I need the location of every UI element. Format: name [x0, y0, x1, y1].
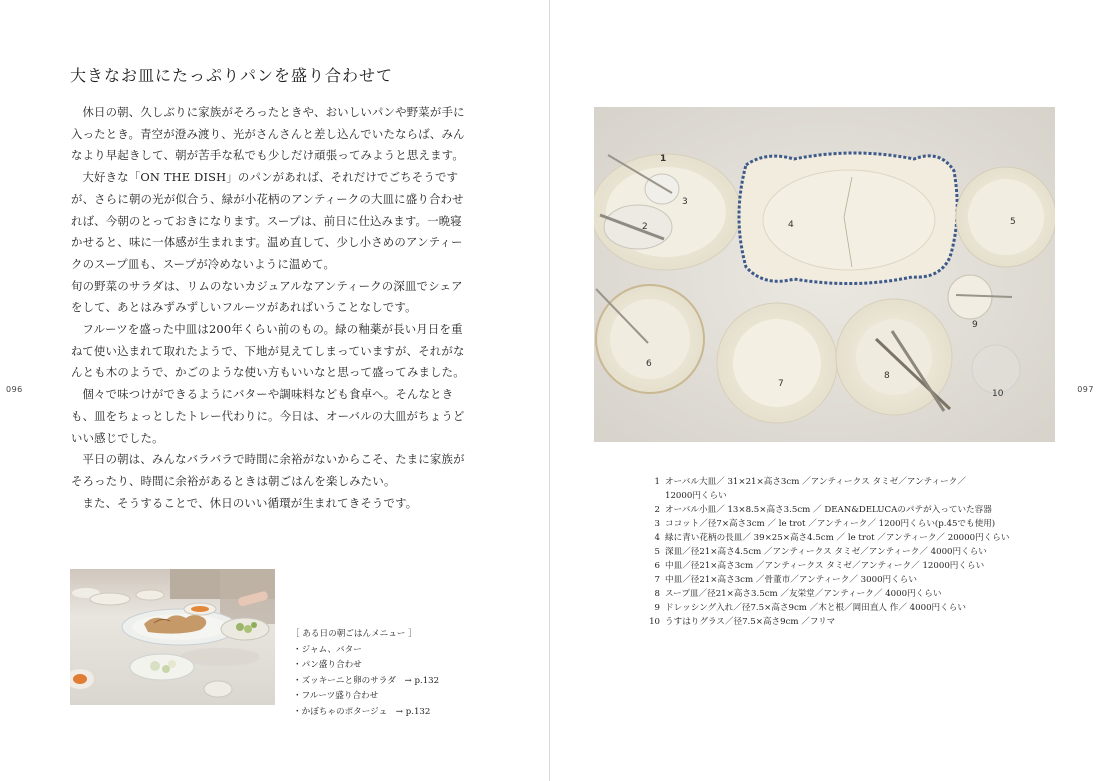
- caption-row: [648, 573, 1038, 587]
- breakfast-menu: [291, 627, 439, 721]
- paragraph: 大好きな「ON THE DISH」のパンがあれば、それだけでごちそうですが、さらに朝の光が似合う、緑が小花柄のアンティークの大皿に盛り合わせれば、今朝のとっておきになります。スープは、前日に仕込みます。一晩寝かせると、味に一体感が生まれます。温め直して、少し小さめのアンティークのスープ皿も、スープが冷めないように温めて。: [71, 170, 464, 271]
- paragraph: 個々で味つけができるようにバターや調味料なども食卓へ。そんなときも、皿をちょっとしたトレー代わりに。今日は、オーバルの大皿がちょうどいい感じでした。: [71, 387, 465, 445]
- dish-number-4: 4: [788, 220, 794, 230]
- paragraph: 平日の朝は、みんなバラバラで時間に余裕がないからこそ、たまに家族がそろったり、時間に余裕があるときは朝ごはんを楽しみたい。: [71, 452, 465, 488]
- caption-text: オーバル大皿／ 31×21×高さ3cm ／アンティークス タミゼ／アンティーク／: [665, 477, 966, 487]
- caption-number: 7: [654, 575, 660, 585]
- paragraph: 休日の朝、久しぶりに家族がそろったときや、おいしいパンや野菜が手に入ったとき。青空が澄み渡り、光がさんさんと差し込んでいたならば、みんなより早起きして、朝が苦手な私でも少しだけ頑張ってみようと思えます。: [71, 105, 465, 163]
- page-number-left: 096: [6, 385, 23, 394]
- breakfast-table-photo: [70, 569, 275, 705]
- page-number-right: 097: [1077, 385, 1094, 394]
- dishes-photo: [594, 107, 1055, 442]
- dish-number-7: 7: [778, 379, 784, 389]
- menu-item: ・パン盛り合わせ: [293, 660, 362, 671]
- dish-number-3: 3: [682, 197, 688, 207]
- paragraph: フルーツを盛った中皿は200年くらい前のもの。緑の釉薬が長い月日を重ねて使い込まれて取れたようで、下地が見えてしまっていますが、それがなんとも木のようで、かごのような使い方もいいなと思って盛ってみました。: [71, 322, 465, 380]
- article-body: [71, 102, 465, 514]
- caption-text: ココット／径7×高さ3cm ／ le trot ／アンティーク／ 1200円くらい(p.45でも使用): [665, 519, 996, 529]
- dish-number-6: 6: [646, 359, 652, 369]
- caption-text: 中皿／径21×高さ3cm ／アンティークス タミゼ／アンティーク／ 12000円くらい: [665, 561, 985, 571]
- caption-text: 緑に青い花柄の長皿／ 39×25×高さ4.5cm ／ le trot ／アンティーク／ 20000円くらい: [665, 533, 1010, 543]
- dish-number-10: 10: [992, 389, 1004, 399]
- caption-text: 中皿／径21×高さ3cm ／骨董市／アンティーク／ 3000円くらい: [665, 575, 917, 585]
- dish-number-2: 2: [642, 222, 648, 232]
- caption-row: [648, 531, 1038, 545]
- caption-number: 3: [654, 519, 660, 529]
- caption-text: うすはりグラス／径7.5×高さ9cm ／フリマ: [665, 617, 836, 627]
- paragraph: また、そうすることで、休日のいい循環が生まれてきそうです。: [82, 495, 418, 510]
- dish-number-8: 8: [884, 371, 890, 381]
- caption-row: [648, 587, 1038, 601]
- dish-number-1: 1: [660, 154, 667, 164]
- caption-row: [648, 615, 1038, 629]
- caption-text: 深皿／径21×高さ4.5cm ／アンティークス タミゼ／アンティーク／ 4000円くらい: [665, 547, 987, 557]
- menu-item: ・ジャム、バター: [293, 644, 362, 655]
- caption-text: スープ皿／径21×高さ3.5cm ／友栄堂／アンティーク／ 4000円くらい: [665, 589, 942, 599]
- caption-continuation: 12000円くらい: [665, 491, 727, 501]
- caption-row: [648, 503, 1038, 517]
- article-title: 大きなお皿にたっぷりパンを盛り合わせて: [70, 66, 394, 85]
- caption-number: 5: [654, 547, 660, 557]
- menu-item: ・ズッキーニと卵のサラダ → p.132: [293, 675, 440, 686]
- menu-item: ・かぼちゃのポタージュ → p.132: [293, 706, 431, 717]
- menu-heading: ［ ある日の朝ごはんメニュー ］: [291, 629, 417, 639]
- caption-number: 1: [654, 477, 660, 487]
- dish-number-5: 5: [1010, 217, 1016, 227]
- paragraph: 旬の野菜のサラダは、リムのないカジュアルなアンティークの深皿でシェアをして、あとはみずみずしいフルーツがあればいうことなしです。: [71, 278, 463, 315]
- caption-row: [648, 559, 1038, 573]
- caption-number: 8: [654, 589, 660, 599]
- caption-row: [648, 475, 1038, 489]
- dish-captions: [648, 475, 1038, 629]
- dish-number-9: 9: [972, 320, 978, 330]
- caption-number: 10: [649, 617, 660, 627]
- caption-number: 4: [654, 533, 660, 543]
- caption-number: 2: [654, 505, 660, 515]
- caption-number: 9: [654, 603, 660, 613]
- menu-item: ・フルーツ盛り合わせ: [293, 691, 379, 702]
- caption-number: 6: [654, 561, 660, 571]
- caption-text: オーバル小皿／ 13×8.5×高さ3.5cm ／ DEAN&DELUCAのパテが入っていた容器: [665, 505, 992, 515]
- caption-row: [648, 545, 1038, 559]
- caption-row: [648, 517, 1038, 531]
- caption-text: ドレッシング入れ／径7.5×高さ9cm ／木と根／岡田直人 作／ 4000円くらい: [665, 603, 966, 613]
- caption-row: [648, 601, 1038, 615]
